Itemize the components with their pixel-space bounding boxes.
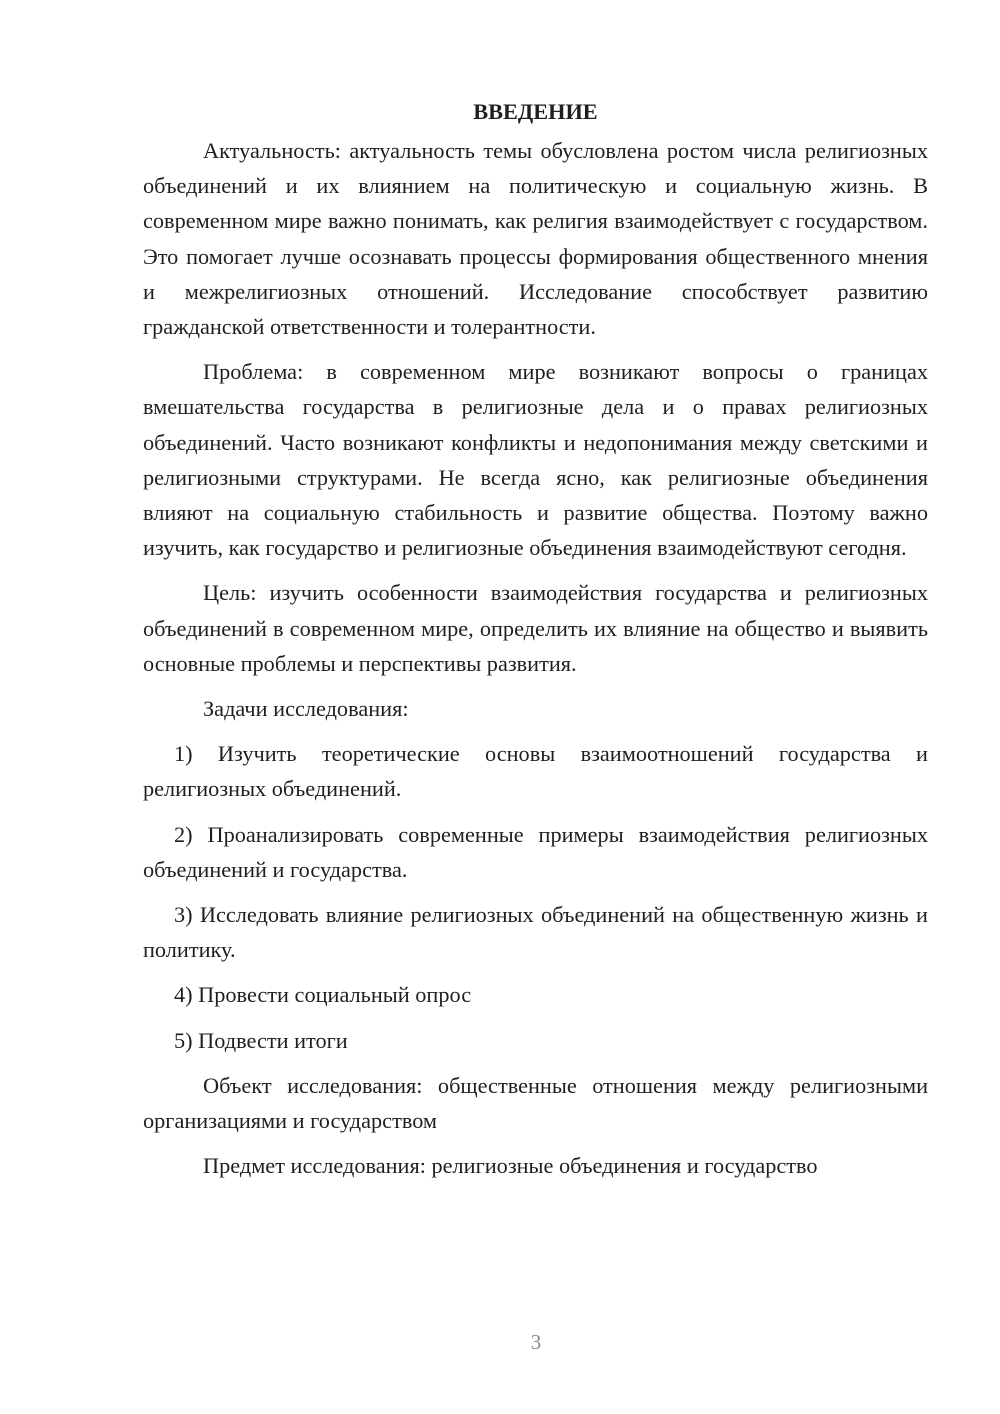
relevance-paragraph: Актуальность: актуальность темы обусловлена ростом числа религиозных объединений и их влиянием на политическую и социальную жизнь. В современном мире важно понимать, как религия взаимодействует с государством. Это помогает лучше осознавать процессы формирования общественного мнения и межрелигиозных отношений. Исследование способствует развитию гражданской ответственности и толерантности. — [143, 138, 928, 340]
goal-paragraph: Цель: изучить особенности взаимодействия государства и религиозных объединений в современном мире, определить их влияние на общество и выявить основные проблемы и перспективы развития. — [143, 580, 928, 676]
task-item-5: 5) Подвести итоги — [174, 1027, 348, 1053]
page-number: 3 — [530, 1330, 542, 1354]
section-title: ВВЕДЕНИЕ — [473, 99, 598, 124]
problem-paragraph: Проблема: в современном мире возникают вопросы о границах вмешательства государства в религиозные дела и о правах религиозных объединений. Часто возникают конфликты и недопонимания между светскими и религиозными структурами. Не всегда ясно, как религиозные объединения влияют на социальную стабильность и развитие общества. Поэтому важно изучить, как государство и религиозные объединения взаимодействуют сегодня. — [143, 359, 928, 561]
object-paragraph: Объект исследования: общественные отношения между религиозными организациями и государством — [143, 1072, 928, 1134]
task-item-1: 1) Изучить теоретические основы взаимоотношений государства и религиозных объединений. — [143, 741, 928, 802]
task-item-3: 3) Исследовать влияние религиозных объединений на общественную жизнь и политику. — [143, 902, 928, 963]
page-content — [143, 94, 928, 1193]
task-item-2: 2) Проанализировать современные примеры взаимодействия религиозных объединений и государства. — [143, 821, 928, 882]
subject-paragraph: Предмет исследования: религиозные объединения и государство — [203, 1153, 818, 1179]
task-item-4: 4) Провести социальный опрос — [174, 982, 472, 1008]
tasks-heading: Задачи исследования: — [203, 696, 409, 722]
